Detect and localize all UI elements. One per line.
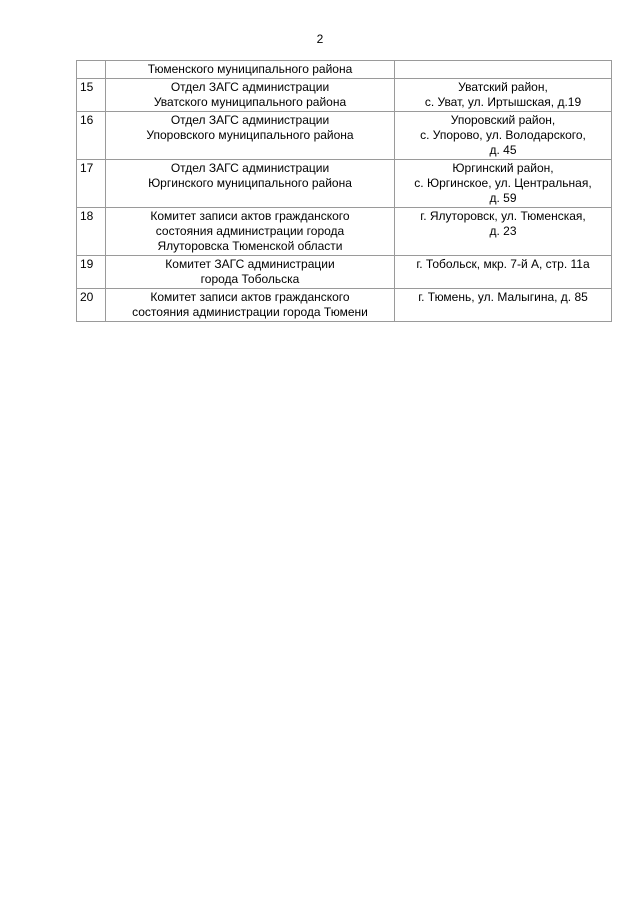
page-number: 2 <box>316 32 324 46</box>
organization-name-cell <box>106 112 395 160</box>
row-number-cell: 18 <box>77 208 106 256</box>
address-line: г. Ялуторовск, ул. Тюменская, <box>420 209 586 223</box>
address-line: с. Упорово, ул. Володарского, <box>420 128 586 142</box>
address-line: д. 59 <box>489 191 517 205</box>
address-cell <box>395 256 612 289</box>
organization-name-cell <box>106 79 395 112</box>
table-row <box>77 256 612 289</box>
organization-name-line: Отдел ЗАГС администрации <box>170 161 330 175</box>
organization-name-cell <box>106 256 395 289</box>
address-line: г. Тобольск, мкр. 7-й А, стр. 11а <box>416 257 590 271</box>
table-row <box>77 61 612 79</box>
row-number-cell: 19 <box>77 256 106 289</box>
address-cell <box>395 61 612 79</box>
organization-name-line: состояния администрации города <box>155 224 345 238</box>
organization-name-line: Уватского муниципального района <box>153 95 347 109</box>
organization-name-line: Отдел ЗАГС администрации <box>170 80 330 94</box>
organization-name-line: Ялуторовска Тюменской области <box>157 239 343 253</box>
organization-name-line: Юргинского муниципального района <box>148 176 352 190</box>
address-cell <box>395 160 612 208</box>
organization-name-line: Тюменского муниципального района <box>147 62 353 76</box>
address-cell <box>395 208 612 256</box>
address-line: Уватский район, <box>458 80 548 94</box>
table-row <box>77 289 612 322</box>
organization-name-cell <box>106 208 395 256</box>
address-line: Упоровский район, <box>450 113 556 127</box>
table-row <box>77 208 612 256</box>
address-line: д. 45 <box>489 143 517 157</box>
row-number-cell: 17 <box>77 160 106 208</box>
address-line: Юргинский район, <box>452 161 554 175</box>
organization-name-line: Комитет записи актов гражданского <box>150 290 350 304</box>
table-body <box>77 61 612 322</box>
organization-name-line: Комитет записи актов гражданского <box>150 209 350 223</box>
row-number-cell: 20 <box>77 289 106 322</box>
address-line: с. Уват, ул. Иртышская, д.19 <box>424 95 582 109</box>
organization-name-line: Отдел ЗАГС администрации <box>170 113 330 127</box>
row-number-cell: 16 <box>77 112 106 160</box>
registry-table <box>76 60 612 322</box>
row-number-cell <box>77 61 106 79</box>
row-number-cell: 15 <box>77 79 106 112</box>
address-cell <box>395 112 612 160</box>
organization-name-cell <box>106 160 395 208</box>
organization-name-cell <box>106 61 395 79</box>
address-cell <box>395 79 612 112</box>
address-line: с. Юргинское, ул. Центральная, <box>414 176 592 190</box>
organization-name-line: города Тобольска <box>200 272 300 286</box>
address-line <box>398 62 608 77</box>
organization-name-cell <box>106 289 395 322</box>
table-row <box>77 112 612 160</box>
table-row <box>77 160 612 208</box>
organization-name-line: Комитет ЗАГС администрации <box>165 257 335 271</box>
address-cell <box>395 289 612 322</box>
organization-name-line: состояния администрации города Тюмени <box>132 305 368 319</box>
address-line: г. Тюмень, ул. Малыгина, д. 85 <box>418 290 588 304</box>
table-row <box>77 79 612 112</box>
organization-name-line: Упоровского муниципального района <box>146 128 354 142</box>
address-line: д. 23 <box>489 224 517 238</box>
